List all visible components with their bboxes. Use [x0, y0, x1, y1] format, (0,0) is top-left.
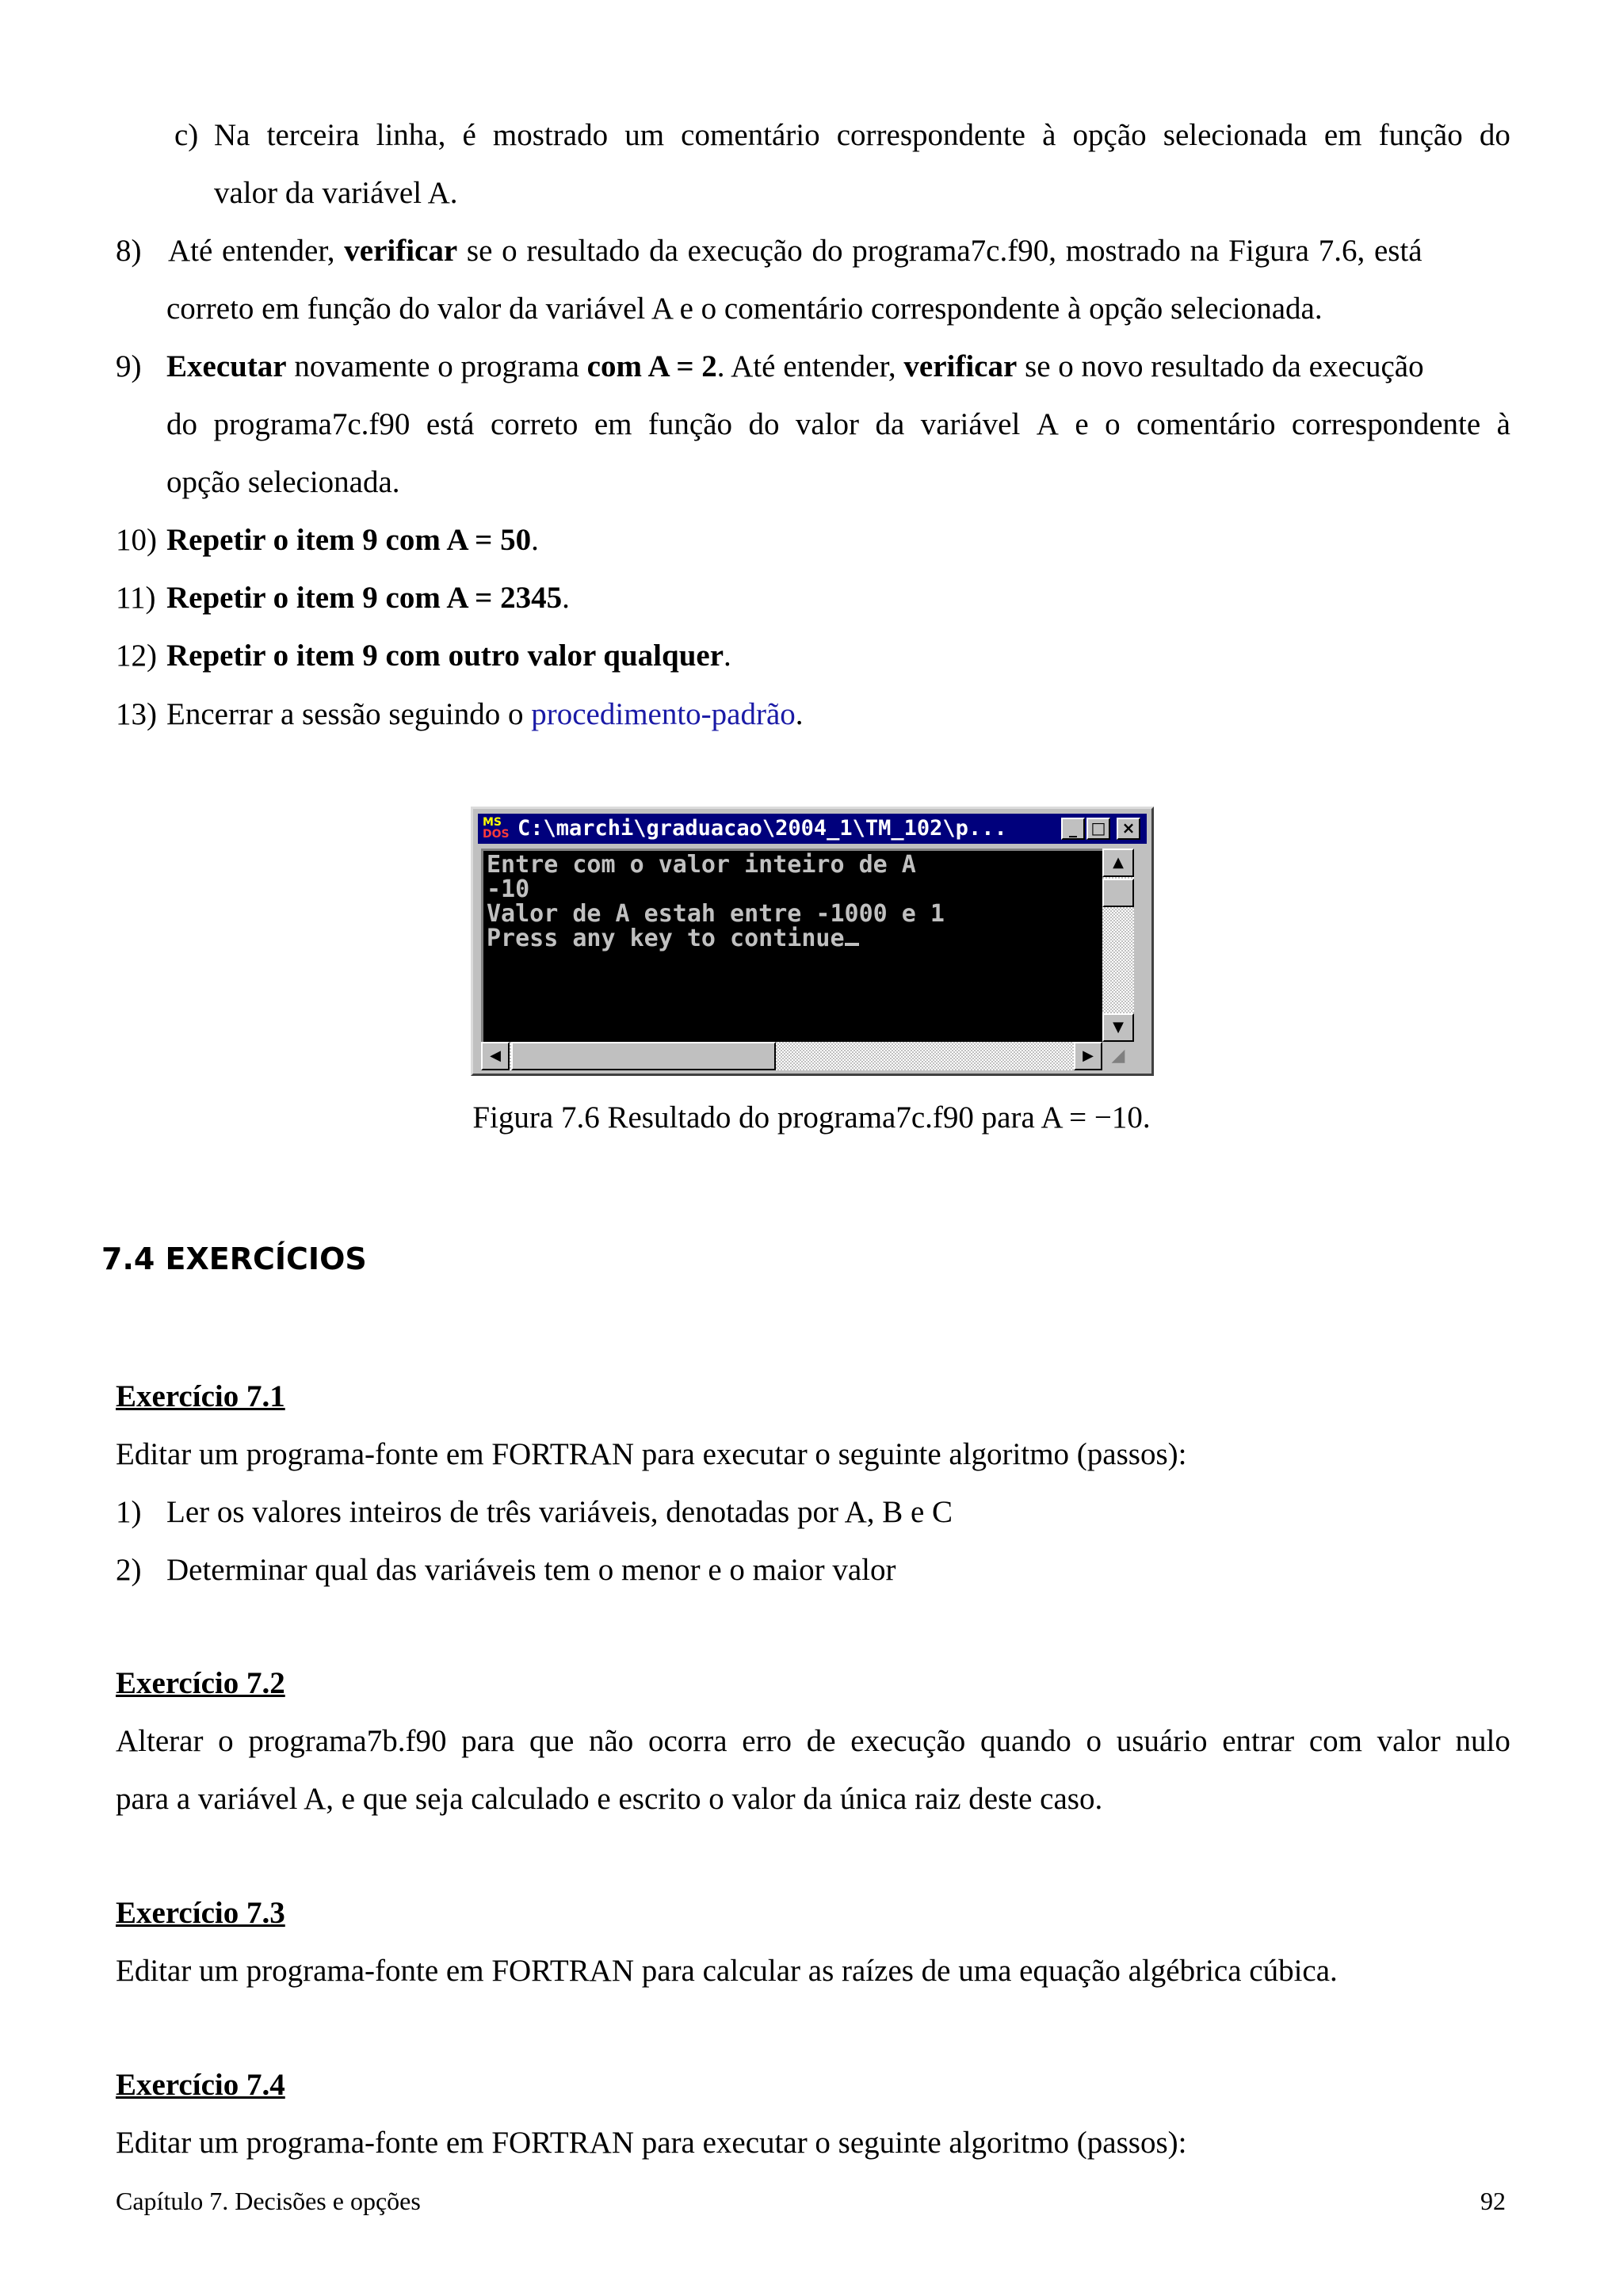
word: selecionada — [1163, 118, 1308, 152]
window-titlebar[interactable] — [478, 814, 1147, 844]
minimize-icon: _ — [1069, 818, 1077, 837]
word: programa7c.f90 — [213, 407, 411, 441]
console-line-2: -10 — [487, 875, 530, 903]
item-9-verify: verificar — [903, 349, 1018, 383]
word: do — [748, 407, 780, 441]
scroll-right-icon: ▶ — [1083, 1047, 1094, 1064]
item-8-line2: correto em função do valor da variável A e o comentário correspondente à opção selecionada. — [166, 292, 1323, 326]
console-window — [471, 807, 1154, 1076]
scroll-down-icon: ▼ — [1113, 1019, 1124, 1035]
word: mostrado — [492, 118, 609, 152]
item-c-line2: valor da variável A. — [214, 176, 458, 210]
word: comentário — [681, 118, 820, 152]
word: em — [1323, 118, 1362, 152]
close-icon: × — [1121, 818, 1136, 837]
scroll-left-icon: ◀ — [490, 1047, 501, 1064]
word: de — [806, 1724, 836, 1758]
item-13-number: 13) — [116, 697, 157, 731]
maximize-button[interactable] — [1086, 818, 1110, 840]
exercise-7-1-step-2-number: 2) — [116, 1553, 142, 1587]
footer-chapter: Capítulo 7. Decisões e opções — [116, 2187, 421, 2215]
item-13-period: . — [795, 697, 804, 731]
word: da — [875, 407, 905, 441]
word: comentário — [1136, 407, 1276, 441]
item-9-line1 — [166, 347, 1424, 387]
msdos-icon[interactable] — [481, 816, 510, 841]
item-8-line1 — [168, 231, 1510, 271]
item-9-text-2: . Até entender, — [716, 349, 896, 383]
text-cursor — [845, 943, 859, 946]
word: correspondente — [836, 118, 1025, 152]
word: função — [647, 407, 733, 441]
item-12-number: 12) — [116, 639, 157, 673]
word: programa7b.f90 — [248, 1724, 447, 1758]
procedimento-padrao-link[interactable]: procedimento-padrão — [531, 697, 796, 731]
console-line-3: Valor de A estah entre -1000 e 1 — [487, 900, 945, 928]
exercise-7-2-line1 — [116, 1722, 1510, 1761]
word: usuário — [1116, 1724, 1208, 1758]
item-8-text-pre: Até entender, — [168, 234, 335, 268]
scroll-right-button[interactable] — [1074, 1042, 1102, 1070]
exercise-7-1-step-2-text: Determinar qual das variáveis tem o menor e o maior valor — [166, 1553, 896, 1587]
word: que — [529, 1724, 575, 1758]
item-12-bold: Repetir o item 9 com outro valor qualquer — [166, 639, 724, 673]
exercise-7-3-text: Editar um programa-fonte em FORTRAN para calcular as raízes de uma equação algébrica cúbica. — [116, 1954, 1338, 1988]
word: com — [1308, 1724, 1362, 1758]
item-13-text — [166, 695, 804, 734]
word: do — [1479, 118, 1510, 152]
word: para — [461, 1724, 515, 1758]
word: o — [1086, 1724, 1102, 1758]
console-line-1: Entre com o valor inteiro de A — [487, 851, 916, 879]
word: quando — [980, 1724, 1071, 1758]
item-9-text-3: se o novo resultado da execução — [1025, 349, 1424, 383]
maximize-icon: □ — [1090, 818, 1106, 837]
word: opção — [1072, 118, 1147, 152]
item-12-period: . — [724, 639, 731, 673]
item-10-period: . — [531, 523, 539, 557]
window-title: C:\marchi\graduacao\2004_1\TM_102\p... — [517, 816, 1007, 841]
exercise-7-1-text: Editar um programa-fonte em FORTRAN para executar o seguinte algoritmo (passos): — [116, 1437, 1187, 1471]
word: à — [1496, 407, 1510, 441]
exercise-7-2-line2: para a variável A, e que seja calculado e escrito o valor da única raiz deste caso. — [116, 1782, 1103, 1816]
vertical-scrollbar[interactable] — [1102, 849, 1134, 1042]
word: e — [1075, 407, 1089, 441]
exercise-7-1-step-1-text: Ler os valores inteiros de três variáveis, denotadas por A, B e C — [166, 1495, 953, 1529]
page-number: 92 — [1480, 2187, 1506, 2215]
section-heading: 7.4 EXERCÍCIOS — [101, 1241, 367, 1276]
item-11-bold: Repetir o item 9 com A = 2345 — [166, 581, 563, 615]
figure-caption: Figura 7.6 Resultado do programa7c.f90 para A = −10. — [472, 1100, 1151, 1135]
item-c-label: c) — [174, 118, 199, 152]
exercise-7-4-text: Editar um programa-fonte em FORTRAN para executar o seguinte algoritmo (passos): — [116, 2126, 1187, 2160]
console-line-4 — [487, 926, 1102, 951]
item-11-period: . — [562, 581, 570, 615]
horizontal-scroll-thumb[interactable] — [511, 1042, 776, 1070]
exercise-7-4-title: Exercício 7.4 — [116, 2068, 285, 2102]
item-11-number: 11) — [116, 581, 156, 615]
item-10-bold: Repetir o item 9 com A = 50 — [166, 523, 532, 557]
close-button[interactable] — [1117, 818, 1140, 840]
word: o — [1105, 407, 1121, 441]
word: correspondente — [1291, 407, 1481, 441]
exercise-7-2-title: Exercício 7.2 — [116, 1666, 285, 1700]
exercise-7-3-title: Exercício 7.3 — [116, 1896, 285, 1930]
word: Na — [214, 118, 250, 152]
horizontal-scrollbar[interactable] — [481, 1042, 1102, 1070]
item-9-value: com A = 2 — [586, 349, 717, 383]
item-8-verify: verificar — [344, 234, 458, 268]
scroll-up-button[interactable] — [1102, 849, 1134, 877]
word: correto — [490, 407, 579, 441]
vertical-scroll-thumb[interactable] — [1102, 879, 1134, 907]
word: não — [588, 1724, 634, 1758]
item-13-label: Encerrar a sessão seguindo o — [166, 697, 524, 731]
item-11-text — [166, 578, 570, 618]
word: Alterar — [116, 1724, 204, 1758]
exercise-7-1-step-1-number: 1) — [116, 1495, 142, 1529]
word: à — [1042, 118, 1056, 152]
word: um — [624, 118, 665, 152]
word: valor — [1377, 1724, 1441, 1758]
word: é — [462, 118, 476, 152]
scroll-down-button[interactable] — [1102, 1013, 1134, 1042]
scroll-left-button[interactable] — [481, 1042, 510, 1070]
item-c-line1 — [214, 116, 1510, 155]
item-9-text-1: novamente o programa — [294, 349, 579, 383]
word: erro — [742, 1724, 792, 1758]
msdos-icon-top: MS — [483, 816, 502, 829]
word: entrar — [1222, 1724, 1295, 1758]
word: A — [1036, 407, 1059, 441]
resize-grip-icon[interactable]: ◢ — [1102, 1042, 1134, 1070]
item-9-line2 — [166, 405, 1510, 444]
word: o — [218, 1724, 234, 1758]
item-9-line3: opção selecionada. — [166, 465, 400, 499]
item-9-execute: Executar — [166, 349, 287, 383]
word: do — [166, 407, 197, 441]
item-12-text — [166, 636, 731, 676]
word: está — [426, 407, 475, 441]
console-line-4-text: Press any key to continue — [487, 925, 845, 952]
word: nulo — [1455, 1724, 1510, 1758]
console-output[interactable] — [481, 849, 1102, 1042]
msdos-icon-bottom: DOS — [483, 828, 510, 841]
item-9-number: 9) — [116, 349, 142, 383]
exercise-7-1-title: Exercício 7.1 — [116, 1379, 285, 1413]
word: valor — [795, 407, 860, 441]
word: terceira — [266, 118, 360, 152]
minimize-button[interactable] — [1061, 818, 1085, 840]
word: variável — [920, 407, 1021, 441]
item-10-text — [166, 521, 539, 560]
word: ocorra — [647, 1724, 727, 1758]
item-8-number: 8) — [116, 234, 142, 268]
word: execução — [850, 1724, 966, 1758]
word: função — [1378, 118, 1463, 152]
item-10-number: 10) — [116, 523, 157, 557]
scroll-up-icon: ▲ — [1113, 854, 1124, 871]
item-8-text-post: se o resultado da execução do programa7c.f90, mostrado na Figura 7.6, está — [466, 234, 1423, 268]
word: em — [594, 407, 632, 441]
word: linha, — [376, 118, 446, 152]
